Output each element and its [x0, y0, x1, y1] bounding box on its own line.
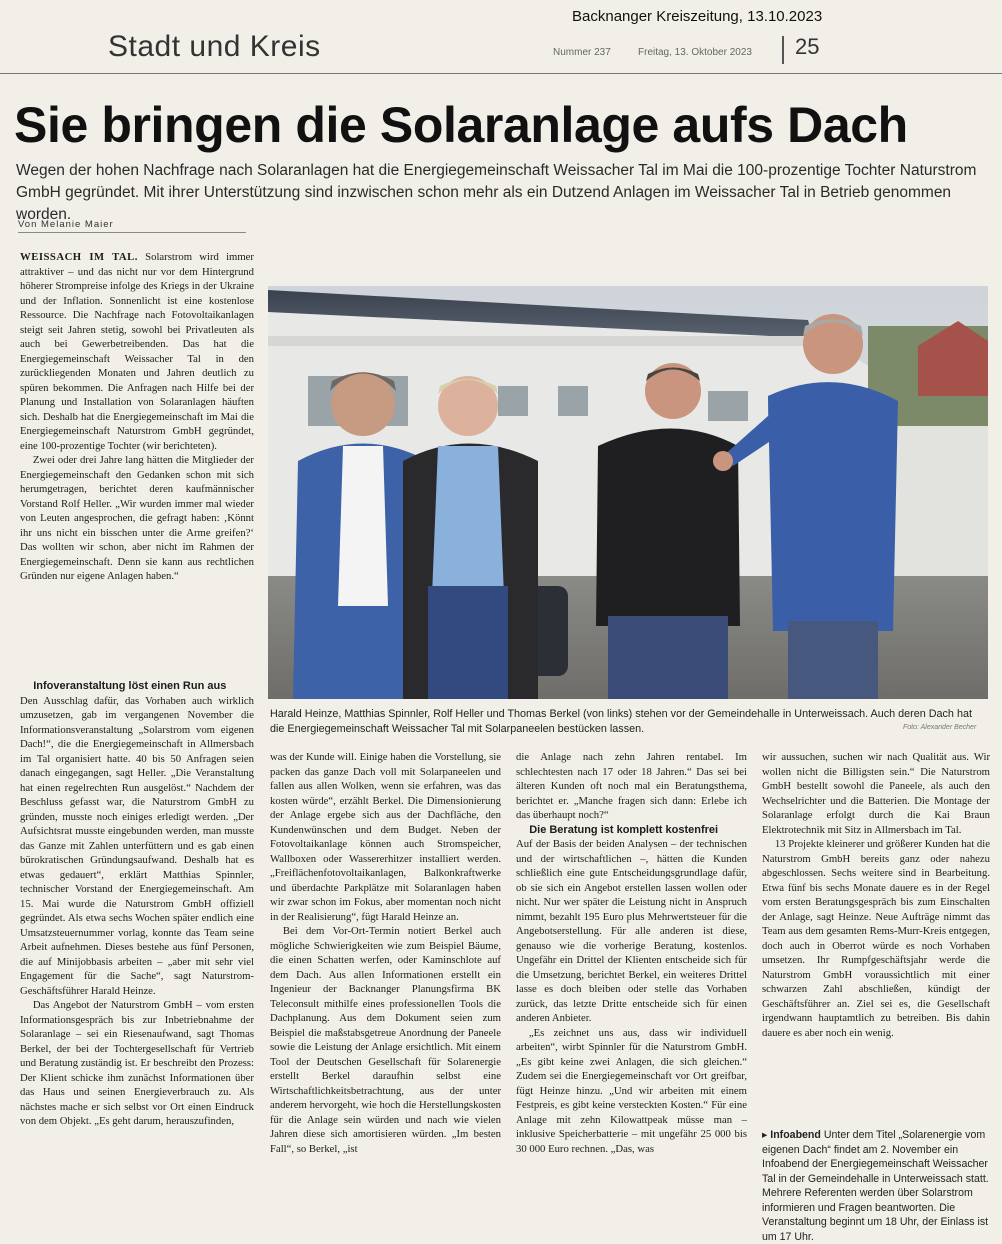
byline-rule: [18, 232, 246, 233]
paragraph: Das Angebot der Naturstrom GmbH – vom ersten Informationsgespräch bis zur Inbetriebnahme der Solaranlage – sei ein Riesenaufwand, sagt Thomas Berkel, der bei der Tochtergesellschaft für Vertrieb und Beratung zuständig ist. Er beschreibt den Prozess: Der Klient schicke ihm zunächst Informationen über das Haus und seinen Energieverbrauch zu. Als nächstes mache er sich selbst vor Ort einen Eindruck von dem Objekt. „Es geht darum, herauszufinden,: [20, 999, 254, 1127]
photo-caption: Harald Heinze, Matthias Spinnler, Rolf Heller und Thomas Berkel (von links) stehen vor der Gemeindehalle in Unterweissach. Auch deren Dach hat die Energiegemeinschaft Weissacher Tal mit Solarpaneelen bestücken lassen.: [270, 708, 972, 735]
section-title: Stadt und Kreis: [108, 30, 321, 63]
building-eave: [268, 336, 828, 346]
header-rule: [0, 73, 1002, 74]
paragraph: was der Kunde will. Einige haben die Vorstellung, sie packen das ganze Dach voll mit Solarpaneelen und fallen aus allen Wolken, wenn sie erfahren, was das kosten würde“, erzählt Berkel. Die Dimensionierung der Anlage ergebe sich aus der Dachfläche, den Kundenwünschen und dem Budget. Neben der Fotovoltaikanlage können auch Stromspeicher, Wallboxen oder Wassererhitzer installiert werden. „Freiflächenfotovoltaikanlagen, Balkonkraftwerke und überdachte Parkplätze mit Solaranlagen haben wir zwar schon im Fokus, aber momentan noch nicht in der Realisierung“, fügt Harald Heinze an.: [270, 751, 501, 923]
paragraph: Auf der Basis der beiden Analysen – der technischen und der wirtschaftlichen –, hätten die Kunden schließlich eine gute Entscheidungsgrundlage dafür, ob sie sich ein Angebot erstellen lassen wollen oder nicht. Nur wer später die Leistung nicht in Anspruch nimmt, bezahlt 195 Euro plus Mehrwertsteuer für die Angebotserstellung. Für alle anderen ist diese, genauso wie die vorherige Beratung, kostenlos. Ungefähr ein Drittel der Klienten entscheide sich für die Umsetzung, berichtet Berkel, ein weiteres Drittel lasse es doch bleiben oder stelle das Vorhaben zurück, das letzte Dritte entscheide sich für einen anderen Anbieter.: [516, 838, 747, 1024]
article-headline: Sie bringen die Solaranlage aufs Dach: [14, 97, 908, 153]
byline: Von Melanie Maier: [18, 219, 114, 230]
paragraph-intro: [20, 250, 254, 453]
article-column-3: [516, 750, 747, 1156]
article-photo: [268, 286, 988, 699]
article-subhead: Wegen der hohen Nachfrage nach Solaranlagen hat die Energiegemeinschaft Weissacher Tal im Mai die 100-prozentige Tochter Naturstrom GmbH gegründet. Mit ihrer Unterstützung sind inzwischen schon mehr als ein Dutzend Anlagen im Weissacher Tal in Betrieb genommen worden.: [16, 162, 977, 223]
photo-credit: Foto: Alexander Becher: [903, 724, 977, 731]
article-column-1-lower: [20, 679, 254, 1129]
paragraph: die Anlage nach zehn Jahren rentabel. Im schlechtesten nach 17 oder 18 Jahren.“ Das sei bei älteren Kunden oft noch mal ein Beratungsthema, berichtet er. „Manche fragen sich dann: Erlebe ich das überhaupt noch?“: [516, 751, 747, 821]
page-number: 25: [795, 34, 820, 59]
info-text: Unter dem Titel „Solarenergie vom eigenen Dach“ findet am 2. November ein Infoabend der Energiegemeinschaft Weissacher Tal in der Gemeindehalle in Unterweissach statt. Mehrere Referenten werden über Solarstrom informieren und Fragen beantworten. Die Veranstaltung beginnt um 18 Uhr, der Einlass ist um 17 Uhr.: [762, 1129, 989, 1243]
intertitle: Die Beratung ist komplett kostenfrei: [529, 823, 719, 836]
article-column-1: [20, 250, 254, 584]
issue-number: Nummer 237: [553, 47, 611, 58]
paragraph: „Es zeichnet uns aus, dass wir individuell arbeiten“, wirbt Spinnler für die Naturstrom GmbH. „Es gibt keine zwei Anlagen, die sich gleichen.“ Zudem sei die Energiegemeinschaft vor Ort greifbar, fügt Heinze hinzu. „Und wir arbeiten mit einem Festpreis, es gibt keine versteckten Kosten.“ Für eine Anlage mit zehn Kilowattpeak müsse man – inklusive Speicherbatterie – mit ungefähr 25 000 bis 30 000 Euro rechnen. „Das, was: [516, 1026, 747, 1155]
paragraph: Den Ausschlag dafür, das Vorhaben auch wirklich umzusetzen, gab im vergangenen November die Informationsveranstaltung „Solarstrom vom eigenen Dach!“, die die Energiegemeinschaft in Allmersbach im Tal organisiert hatte. 40 bis 50 Anfragen seien danach eingegangen, sagt Heller. „Die Veranstaltung hat einen regelrechten Run ausgelöst.“ Nachdem der Beschluss gefasst war, die Naturstrom GmbH zu gründen, musste noch einiges erledigt werden. „Der Aufsichtsrat musste eingebunden werden, man musste das Ganze mit Zahlen unterfüttern und es gab einen bürokratischen Gründungsaufwand. Deshalb hat es etwas gedauert“, erklärt Matthias Spinnler, technischer Vorstand der Energiegemeinschaft. Am 15. Mai wurde die Naturstrom GmbH offiziell gegründet. Als etwa sechs Wochen später endlich eine Umsatzsteuernummer vorlag, konnte das Team seine Arbeit aufnehmen. Dieses bestehe aus fünf Personen, die auf Minijobbasis arbeiten – „aber mit sehr viel Engagement für die Sache“, sagt Naturstrom-Geschäftsführer Harald Heinze.: [20, 694, 254, 997]
paragraph: Bei dem Vor-Ort-Termin notiert Berkel auch mögliche Schwierigkeiten wie zum Beispiel Bäume, die einen Schatten werfen, oder Kaminschlote auf dem Dach. Aus allen Informationen erstellt ein Ingenieur der Backnanger Planungsfirma BK Teleconsult mithilfe eines professionellen Tools die Dachplanung. Aus dem Dokument seien zum Beispiel die maßstabsgetreue Anordnung der Paneele sowie die Leistung der Anlage ersichtlich. Mit einem Tool der Deutschen Gesellschaft für Solarenergie erstellt Berkel daraufhin selbst eine Wirtschaftlichkeitsbetrachtung, aus der unter anderem hervorgeht, wie hoch die Herstellungskosten für die Anlage sein würden und nach wie vielen Jahren diese sich amortisieren würden. „Im besten Fall“, so Berkel, „ist: [270, 925, 501, 1155]
source-line: Backnanger Kreiszeitung, 13.10.2023: [572, 8, 823, 25]
issue-date: Freitag, 13. Oktober 2023: [638, 47, 752, 58]
header-separator: [782, 36, 784, 64]
article-column-2: [270, 750, 501, 1156]
intertitle: Infoveranstaltung löst einen Run aus: [33, 680, 227, 692]
paragraph: wir aussuchen, suchen wir nach Qualität aus. Wir wollen nicht die Billigsten sein.“ Die Naturstrom GmbH bestellt sowohl die Paneele, als auch den Wechselrichter und die Batterien. Die Montage der Solaranlage erfolgt durch die Kai Braun Elektrotechnik mit Sitz in Allmersbach im Tal.: [762, 751, 990, 836]
paragraph: 13 Projekte kleinerer und größerer Kunden hat die Naturstrom GmbH bereits ganz oder nahezu abgeschlossen. Sechs weitere sind in Bearbeitung. Etwa fünf bis sechs Monate dauere es in der Regel vom ersten Beratungsgespräch bis zum Einschalten der Anlage, sagt Heinze. Neue Aufträge nimmt das Team aus dem gesamten Rems-Murr-Kreis entgegen, doch auch in Oberrot würde es noch Vorhaben umsetzen. Ihr Rumpfgeschäftsjahr werde die Naturstrom GmbH voraussichtlich mit einer schwarzen Zahl abschließen, kündigt der Geschäftsführer an. Ziel sei es, die Gesellschaft irgendwann hauptamtlich zu betreiben. Bis dahin dauere es aber noch ein wenig.: [762, 838, 990, 1039]
info-box: [762, 1128, 990, 1244]
paragraph-text: Solarstrom wird immer attraktiver – und das nicht nur vor dem Hintergrund höherer Strompreise infolge des Kriegs in der Ukraine und der Inflation. Sonnenlicht ist eine kostenlose Ressource. Die Nachfrage nach Fotovoltaikanlagen steigt seit Jahren stetig, sowohl bei Privatleuten als auch bei Gewerbetreibenden. Das hat die Energiegemeinschaft Weissacher Tal in den zurückliegenden Monaten und Jahren deutlich zu spüren bekommen. Die Anfragen nach Hilfe bei der Planung und Installation von Solaranlagen häuften sich. Deshalb hat die Energiegemeinschaft im Mai die Energiegemeinschaft Naturstrom GmbH gegründet, eine 100-prozentige Tochter (wir berichteten).: [20, 251, 254, 452]
paragraph: Zwei oder drei Jahre lang hätten die Mitglieder der Energiegemeinschaft den Gedanken schon mit sich herumgetragen, berichtet deren kaufmännischer Vorstand Rolf Heller. „Wir wurden immer mal wieder von Leuten angesprochen, die gefragt haben: ‚Könnt ihr uns nicht ein bisschen unter die Arme greifen?‘ Das wollten wir schon, aber nicht im Rahmen der Energiegemeinschaft. Denn sie kann aus rechtlichen Gründen nur eigene Anlagen haben.“: [20, 454, 254, 582]
dateline: WEISSACH IM TAL.: [20, 251, 138, 263]
info-lead: ▸ Infoabend: [762, 1129, 821, 1141]
article-column-4: [762, 750, 990, 1040]
